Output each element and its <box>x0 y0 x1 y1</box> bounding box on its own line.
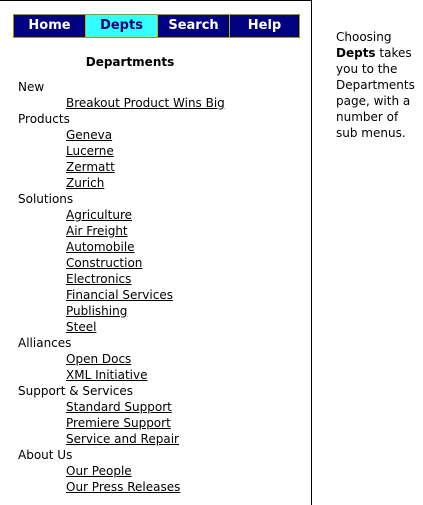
link-automobile[interactable]: Automobile <box>66 240 135 254</box>
caption-emphasis: Depts <box>336 46 376 60</box>
link-our-people[interactable]: Our People <box>66 464 132 478</box>
caption-note <box>336 29 420 141</box>
link-construction[interactable]: Construction <box>66 256 143 270</box>
category-products <box>18 111 225 191</box>
category-label: Products <box>18 112 70 126</box>
tab-help[interactable]: Help <box>229 15 299 37</box>
category-about-us <box>18 447 225 495</box>
category-alliances <box>18 335 225 383</box>
link-zermatt[interactable]: Zermatt <box>66 160 115 174</box>
link-open-docs[interactable]: Open Docs <box>66 352 132 366</box>
sub-menu <box>18 399 225 447</box>
link-breakout-product[interactable]: Breakout Product Wins Big <box>66 96 225 110</box>
caption-text-after: takes you to the Departments page, with a number of sub menus. <box>336 46 415 140</box>
link-standard-support[interactable]: Standard Support <box>66 400 172 414</box>
tab-depts[interactable]: Depts <box>85 15 157 37</box>
link-electronics[interactable]: Electronics <box>66 272 132 286</box>
top-navbar <box>13 14 300 38</box>
category-support-services <box>18 383 225 447</box>
category-new <box>18 79 225 111</box>
link-agriculture[interactable]: Agriculture <box>66 208 132 222</box>
tab-search[interactable]: Search <box>157 15 229 37</box>
sub-menu <box>18 463 225 495</box>
category-label: New <box>18 80 45 94</box>
category-label: Support & Services <box>18 384 134 398</box>
link-our-press-releases[interactable]: Our Press Releases <box>66 480 181 494</box>
category-label: Alliances <box>18 336 72 350</box>
link-financial-services[interactable]: Financial Services <box>66 288 173 302</box>
link-xml-initiative[interactable]: XML Initiative <box>66 368 148 382</box>
link-zurich[interactable]: Zurich <box>66 176 105 190</box>
link-premiere-support[interactable]: Premiere Support <box>66 416 171 430</box>
caption-text-before: Choosing <box>336 30 392 44</box>
link-steel[interactable]: Steel <box>66 320 97 334</box>
page-title: Departments <box>85 55 175 69</box>
link-publishing[interactable]: Publishing <box>66 304 128 318</box>
link-lucerne[interactable]: Lucerne <box>66 144 114 158</box>
category-label: Solutions <box>18 192 74 206</box>
sub-menu <box>18 207 225 335</box>
department-list <box>18 79 225 495</box>
sub-menu <box>18 351 225 383</box>
tab-home[interactable]: Home <box>14 15 85 37</box>
sub-menu <box>18 127 225 191</box>
sub-menu <box>18 95 225 111</box>
link-geneva[interactable]: Geneva <box>66 128 113 142</box>
category-label: About Us <box>18 448 73 462</box>
link-air-freight[interactable]: Air Freight <box>66 224 128 238</box>
link-service-and-repair[interactable]: Service and Repair <box>66 432 179 446</box>
category-solutions <box>18 191 225 335</box>
